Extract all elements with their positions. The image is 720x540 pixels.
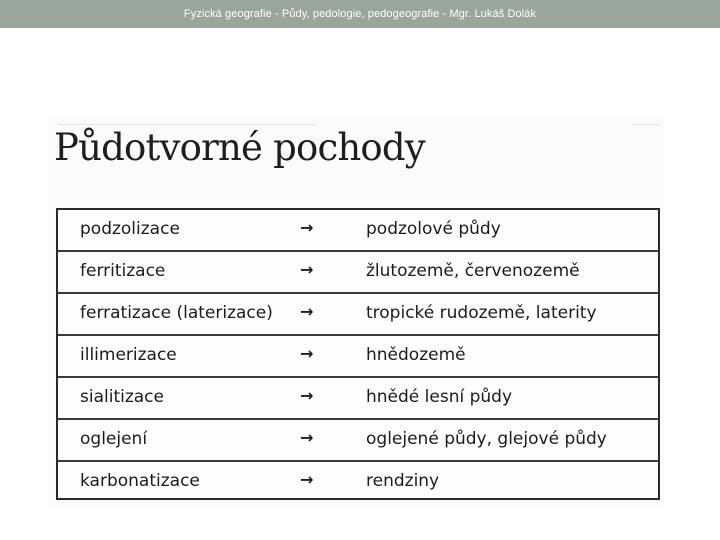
arrow-right-icon: →	[300, 344, 314, 363]
soil-cell: hnědé lesní půdy	[366, 387, 513, 407]
process-cell: podzolizace	[80, 219, 180, 239]
process-cell: sialitizace	[80, 387, 164, 407]
arrow-right-icon: →	[300, 302, 314, 321]
arrow-right-icon: →	[300, 470, 314, 489]
table-row	[58, 336, 658, 376]
scan-edge-line	[58, 124, 316, 125]
scan-edge-line-right	[632, 124, 660, 125]
arrow-right-icon: →	[300, 428, 314, 447]
table-row	[58, 210, 658, 250]
table-row	[58, 462, 658, 502]
soil-cell: oglejené půdy, glejové půdy	[366, 429, 607, 449]
arrow-right-icon: →	[300, 386, 314, 405]
soil-cell: tropické rudozemě, laterity	[366, 303, 597, 323]
soil-cell: rendziny	[366, 471, 440, 491]
soil-cell: žlutozemě, červenozemě	[366, 261, 580, 281]
process-cell: illimerizace	[80, 345, 177, 365]
table-row	[58, 252, 658, 292]
process-cell: karbonatizace	[80, 471, 200, 491]
soil-cell: hnědozemě	[366, 345, 466, 365]
arrow-right-icon: →	[300, 260, 314, 279]
table-row	[58, 294, 658, 334]
process-cell: oglejení	[80, 429, 148, 449]
process-cell: ferritizace	[80, 261, 166, 281]
table-row	[58, 420, 658, 460]
soil-process-table	[56, 208, 660, 500]
process-cell: ferratizace (laterizace)	[80, 303, 273, 323]
arrow-right-icon: →	[300, 218, 314, 237]
document-title: Půdotvorné pochody	[54, 126, 425, 169]
table-row	[58, 378, 658, 418]
soil-cell: podzolové půdy	[366, 219, 501, 239]
header-title: Fyzická geografie - Půdy, pedologie, pedogeografie - Mgr. Lukáš Dolák	[183, 8, 537, 20]
